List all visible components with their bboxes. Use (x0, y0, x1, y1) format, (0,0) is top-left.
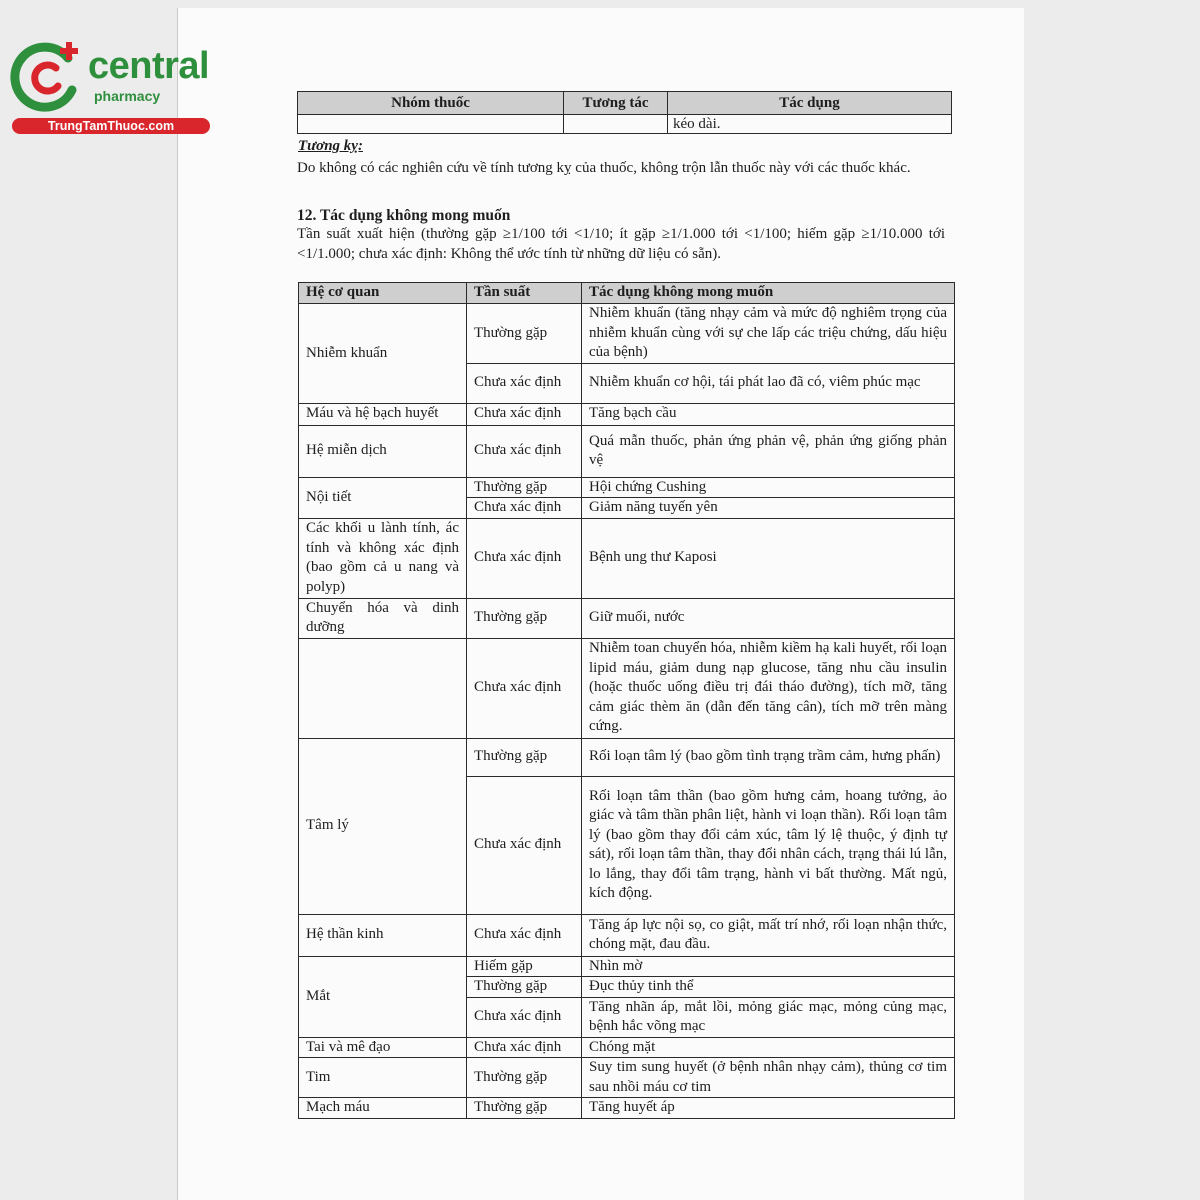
table-header-row (298, 92, 952, 115)
table-row (299, 738, 955, 776)
cell-frequency: Chưa xác định (467, 997, 582, 1037)
cell-drug-group (298, 115, 564, 134)
cell-frequency: Chưa xác định (467, 363, 582, 403)
cell-frequency: Chưa xác định (467, 518, 582, 598)
cell-effect: Rối loạn tâm thần (bao gồm hưng cảm, hoang tưởng, ảo giác và tâm thần phân liệt, hành vi loạn thần). Rối loạn tâm lý (bao gồm thay đổi cảm xúc, tâm lý lệ thuộc, ý định tự sát), rối loạn tâm thần, thay đổi nhân cách, trạng thái lú lẫn, lo lắng, thay đổi tâm trạng, hành vi bất thường. Mất ngủ, kích động. (582, 776, 955, 914)
table-row (299, 518, 955, 598)
cell-organ: Tai và mê đạo (299, 1037, 467, 1058)
cell-effect: Suy tim sung huyết (ở bệnh nhân nhạy cảm), thủng cơ tim sau nhồi máu cơ tim (582, 1058, 955, 1098)
cell-organ (299, 638, 467, 738)
cell-effect: Đục thủy tinh thể (582, 977, 955, 998)
cell-organ: Các khối u lành tính, ác tính và không xác định (bao gồm cả u nang và polyp) (299, 518, 467, 598)
cell-frequency: Chưa xác định (467, 638, 582, 738)
adverse-effects-table (298, 282, 955, 1119)
compat-heading: Tương kỵ: (298, 138, 363, 154)
cell-organ: Hệ thần kinh (299, 914, 467, 956)
table-row (298, 115, 952, 134)
cell-frequency: Chưa xác định (467, 1037, 582, 1058)
cell-frequency: Thường gặp (467, 977, 582, 998)
cell-effect: Hội chứng Cushing (582, 477, 955, 498)
table-row (299, 1098, 955, 1119)
cell-effect: Tăng huyết áp (582, 1098, 955, 1119)
table-row (299, 304, 955, 364)
cell-frequency: Thường gặp (467, 598, 582, 638)
cell-effect: Quá mẫn thuốc, phản ứng phản vệ, phản ứng giống phản vệ (582, 425, 955, 477)
cell-effect: Nhiễm khuẩn (tăng nhạy cảm và mức độ nghiêm trọng của nhiễm khuẩn cùng với sự che lấp các triệu chứng, dấu hiệu của bệnh) (582, 304, 955, 364)
cell-effect: Tăng nhãn áp, mắt lồi, mỏng giác mạc, mỏng củng mạc, bệnh hắc võng mạc (582, 997, 955, 1037)
table-row (299, 477, 955, 498)
table-row (299, 1058, 955, 1098)
cell-frequency: Thường gặp (467, 304, 582, 364)
table-row (299, 956, 955, 977)
cell-organ: Tâm lý (299, 738, 467, 914)
section-title: 12. Tác dụng không mong muốn (297, 207, 511, 224)
table-row (299, 638, 955, 738)
cell-organ: Hệ miễn dịch (299, 425, 467, 477)
central-pharmacy-logo[interactable] (10, 38, 215, 138)
interaction-table (297, 91, 952, 134)
header-organ-system: Hệ cơ quan (299, 283, 467, 304)
cell-effect: Nhiễm toan chuyển hóa, nhiễm kiềm hạ kali huyết, rối loạn lipid máu, giảm dung nạp glucose, tăng nhu cầu insulin (hoặc thuốc uống điều trị đái tháo đường), tích mỡ, tăng cảm giác thèm ăn (dẫn đến tăng cân), tích mỡ trên màng cứng. (582, 638, 955, 738)
table-row (299, 425, 955, 477)
cell-effect: Rối loạn tâm lý (bao gồm tình trạng trầm cảm, hưng phấn) (582, 738, 955, 776)
header-effect: Tác dụng (668, 92, 952, 115)
table-row (299, 598, 955, 638)
cell-effect: Tăng bạch cầu (582, 403, 955, 425)
cell-effect: kéo dài. (668, 115, 952, 134)
cell-organ: Mắt (299, 956, 467, 1037)
table-row (299, 403, 955, 425)
table-row (299, 914, 955, 956)
cell-frequency: Thường gặp (467, 477, 582, 498)
cell-effect: Giảm năng tuyến yên (582, 498, 955, 519)
logo-site-url[interactable]: TrungTamThuoc.com (12, 118, 210, 134)
table-row (299, 1037, 955, 1058)
logo-c-cross-icon (10, 38, 90, 116)
cell-frequency: Chưa xác định (467, 498, 582, 519)
cell-organ: Tim (299, 1058, 467, 1098)
cell-effect: Nhìn mờ (582, 956, 955, 977)
header-frequency: Tần suất (467, 283, 582, 304)
cell-frequency: Hiếm gặp (467, 956, 582, 977)
cell-frequency: Thường gặp (467, 1098, 582, 1119)
cell-effect: Bệnh ung thư Kaposi (582, 518, 955, 598)
cell-interaction (564, 115, 668, 134)
frequency-paragraph: Tần suất xuất hiện (thường gặp ≥1/100 tới <1/10; ít gặp ≥1/1.000 tới <1/100; hiếm gặp ≥1/10.000 tới <1/1.000; chưa xác định: Không thể ước tính từ những dữ liệu có sẵn). (297, 226, 945, 262)
logo-subtitle: pharmacy (94, 88, 161, 104)
header-drug-group: Nhóm thuốc (298, 92, 564, 115)
cell-effect: Nhiễm khuẩn cơ hội, tái phát lao đã có, viêm phúc mạc (582, 363, 955, 403)
header-adverse-effect: Tác dụng không mong muốn (582, 283, 955, 304)
cell-frequency: Chưa xác định (467, 776, 582, 914)
header-interaction: Tương tác (564, 92, 668, 115)
cell-frequency: Thường gặp (467, 1058, 582, 1098)
cell-frequency: Chưa xác định (467, 403, 582, 425)
table-header-row (299, 283, 955, 304)
cell-frequency: Chưa xác định (467, 425, 582, 477)
cell-organ: Máu và hệ bạch huyết (299, 403, 467, 425)
cell-organ: Nhiễm khuẩn (299, 304, 467, 404)
cell-effect: Tăng áp lực nội sọ, co giật, mất trí nhớ, rối loạn nhận thức, chóng mặt, đau đầu. (582, 914, 955, 956)
logo-wordmark: central (88, 45, 210, 87)
cell-organ: Nội tiết (299, 477, 467, 518)
cell-frequency: Chưa xác định (467, 914, 582, 956)
cell-organ: Mạch máu (299, 1098, 467, 1119)
compat-paragraph: Do không có các nghiên cứu về tính tương kỵ của thuốc, không trộn lẫn thuốc này với các thuốc khác. (297, 160, 911, 176)
cell-frequency: Thường gặp (467, 738, 582, 776)
cell-organ: Chuyển hóa và dinh dưỡng (299, 598, 467, 638)
cell-effect: Giữ muối, nước (582, 598, 955, 638)
cell-effect: Chóng mặt (582, 1037, 955, 1058)
